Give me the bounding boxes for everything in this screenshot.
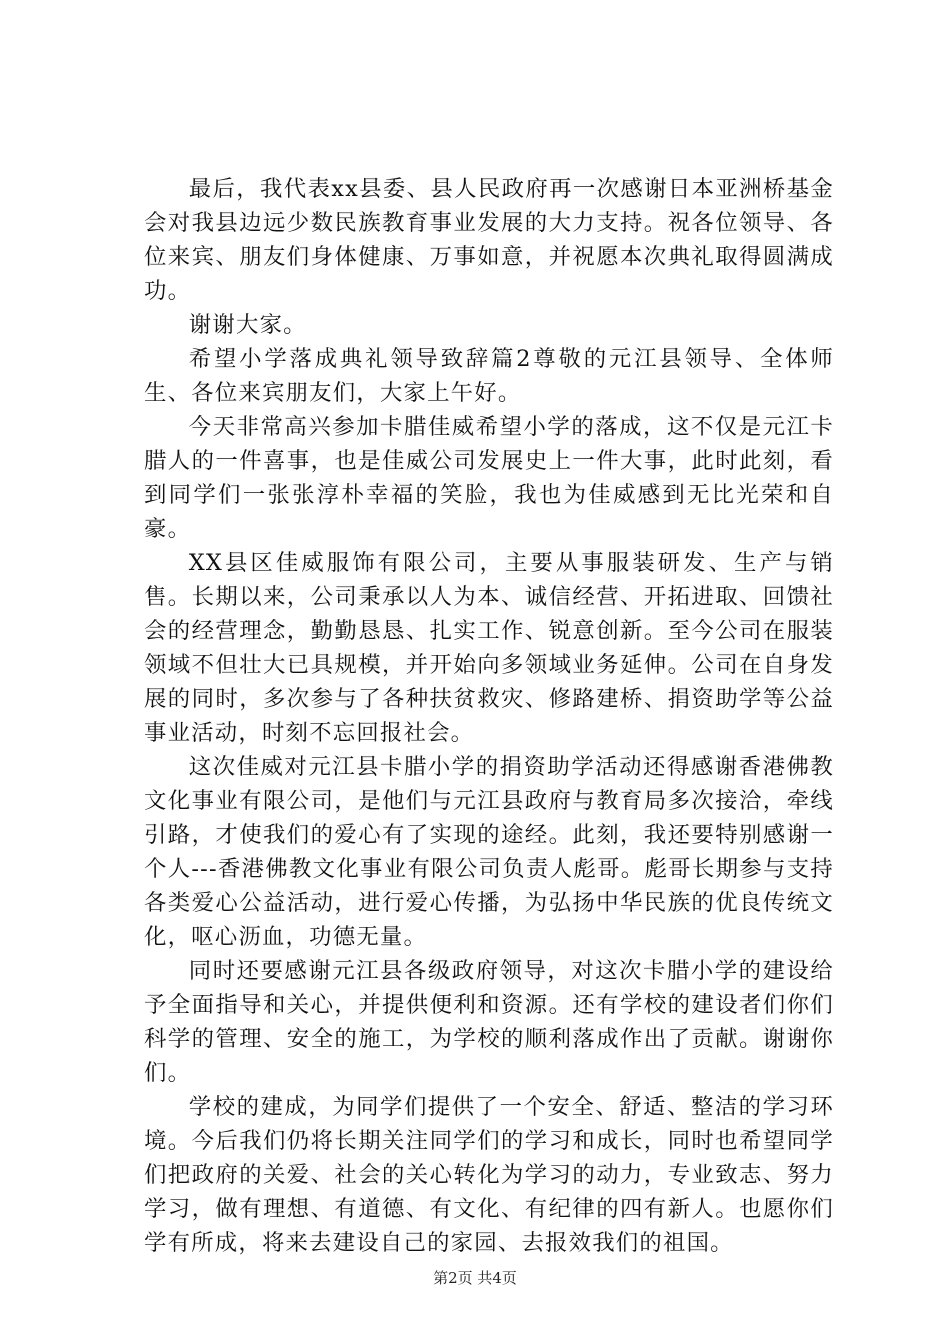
paragraph-opening: 今天非常高兴参加卡腊佳威希望小学的落成，这不仅是元江卡腊人的一件喜事，也是佳威公司发展史上一件大事，此时此刻，看到同学们一张张淳朴幸福的笑脸，我也为佳威感到无比光荣和自豪。 bbox=[144, 414, 834, 542]
page-number-footer: 第2页 共4页 bbox=[433, 1269, 517, 1287]
document-body bbox=[144, 172, 834, 1260]
paragraph-closing-thanks: 最后，我代表xx县委、县人民政府再一次感谢日本亚洲桥基金会对我县边远少数民族教育事业发展的大力支持。祝各位领导、各位来宾、朋友们身体健康、万事如意，并祝愿本次典礼取得圆满成功。 bbox=[144, 176, 834, 304]
paragraph-thank-you: 谢谢大家。 bbox=[188, 312, 307, 338]
paragraph-thanks-government: 同时还要感谢元江县各级政府领导，对这次卡腊小学的建设给予全面指导和关心，并提供便利和资源。还有学校的建设者们你们科学的管理、安全的施工，为学校的顺利落成作出了贡献。谢谢你们。 bbox=[144, 958, 834, 1086]
paragraph-speech-2-greeting: 希望小学落成典礼领导致辞篇2尊敬的元江县领导、全体师生、各位来宾朋友们，大家上午好。 bbox=[144, 346, 834, 406]
paragraph-wishes-students: 学校的建成，为同学们提供了一个安全、舒适、整洁的学习环境。今后我们仍将长期关注同学们的学习和成长，同时也希望同学们把政府的关爱、社会的关心转化为学习的动力，专业致志、努力学习，做有理想、有道德、有文化、有纪律的四有新人。也愿你们学有所成，将来去建设自己的家园、去报效我们的祖国。 bbox=[144, 1094, 834, 1256]
paragraph-thanks-partners: 这次佳威对元江县卡腊小学的捐资助学活动还得感谢香港佛教文化事业有限公司，是他们与元江县政府与教育局多次接洽，牵线引路，才使我们的爱心有了实现的途经。此刻，我还要特别感谢一个人---香港佛教文化事业有限公司负责人彪哥。彪哥长期参与支持各类爱心公益活动，进行爱心传播，为弘扬中华民族的优良传统文化，呕心沥血，功德无量。 bbox=[144, 754, 834, 950]
paragraph-company-intro: XX县区佳威服饰有限公司，主要从事服装研发、生产与销售。长期以来，公司秉承以人为本、诚信经营、开拓进取、回馈社会的经营理念，勤勤恳恳、扎实工作、锐意创新。至今公司在服装领域不但壮大已具规模，并开始向多领域业务延伸。公司在自身发展的同时，多次参与了各种扶贫救灾、修路建桥、捐资助学等公益事业活动，时刻不忘回报社会。 bbox=[144, 550, 834, 746]
